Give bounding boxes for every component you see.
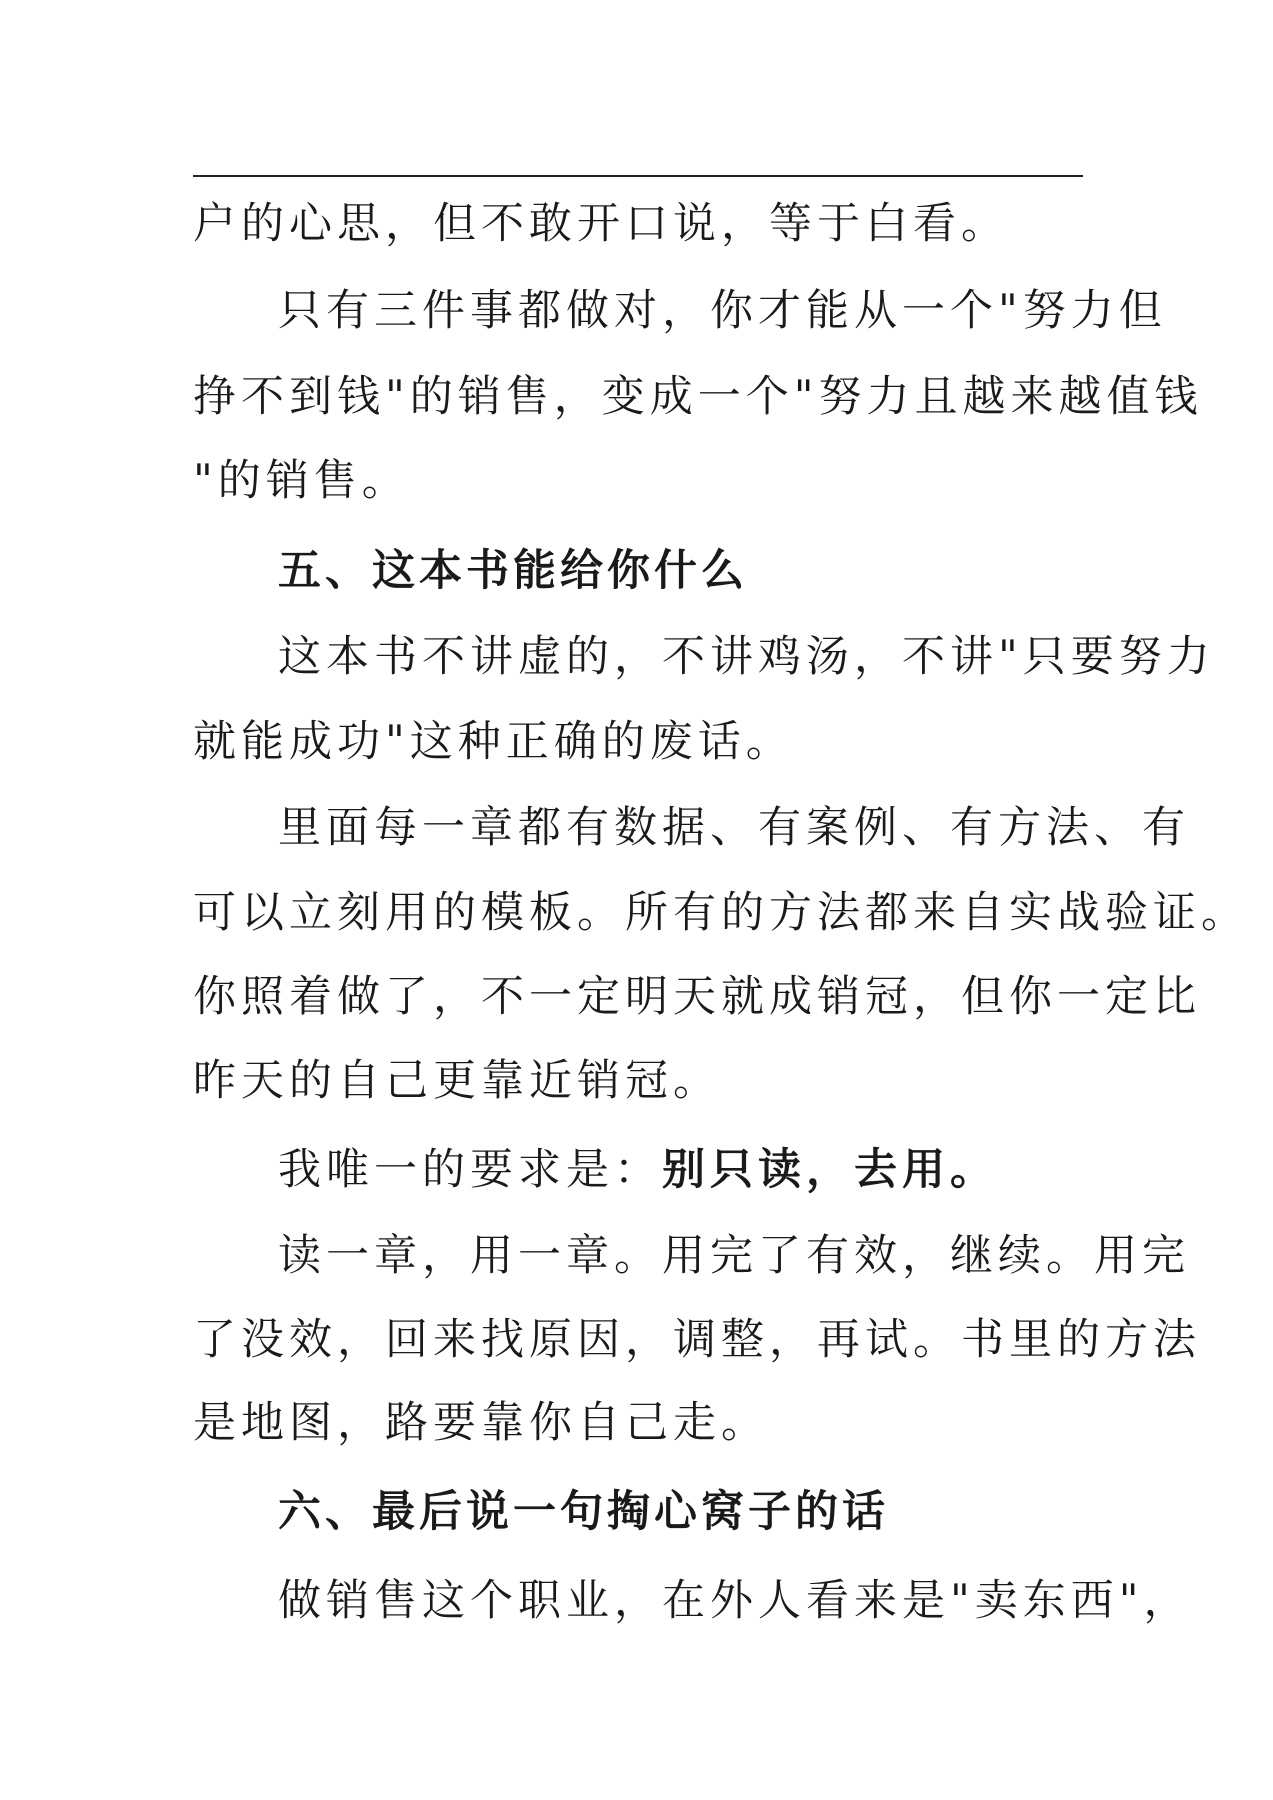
- section-heading-5: 五、这本书能给你什么: [278, 546, 748, 596]
- body-line: 挣不到钱"的销售，变成一个"努力且越来越值钱: [193, 372, 1203, 422]
- body-line: 就能成功"这种正确的废话。: [193, 717, 794, 767]
- body-line: 读一章，用一章。用完了有效，继续。用完: [278, 1231, 1190, 1281]
- requirement-label: 我唯一的要求是：: [278, 1145, 662, 1195]
- body-line: 做销售这个职业，在外人看来是"卖东西"，: [278, 1576, 1192, 1626]
- body-line: 你照着做了，不一定明天就成销冠，但你一定比: [193, 972, 1201, 1022]
- body-line: 是地图，路要靠你自己走。: [193, 1398, 769, 1448]
- requirement-emphasis: 别只读，去用。: [662, 1145, 998, 1195]
- requirement-line: [278, 1144, 998, 1196]
- body-line: 昨天的自己更靠近销冠。: [193, 1056, 721, 1106]
- body-line: 只有三件事都做对，你才能从一个"努力但: [278, 286, 1167, 336]
- body-line: "的销售。: [193, 456, 410, 506]
- body-line: 可以立刻用的模板。所有的方法都来自实战验证。: [193, 888, 1249, 938]
- header-rule: [193, 175, 1083, 177]
- body-line: 户的心思，但不敢开口说，等于白看。: [193, 199, 1009, 249]
- body-line: 这本书不讲虚的，不讲鸡汤，不讲"只要努力: [278, 632, 1215, 682]
- section-heading-6: 六、最后说一句掏心窝子的话: [278, 1487, 889, 1537]
- body-line: 里面每一章都有数据、有案例、有方法、有: [278, 803, 1190, 853]
- body-line: 了没效，回来找原因，调整，再试。书里的方法: [193, 1315, 1201, 1365]
